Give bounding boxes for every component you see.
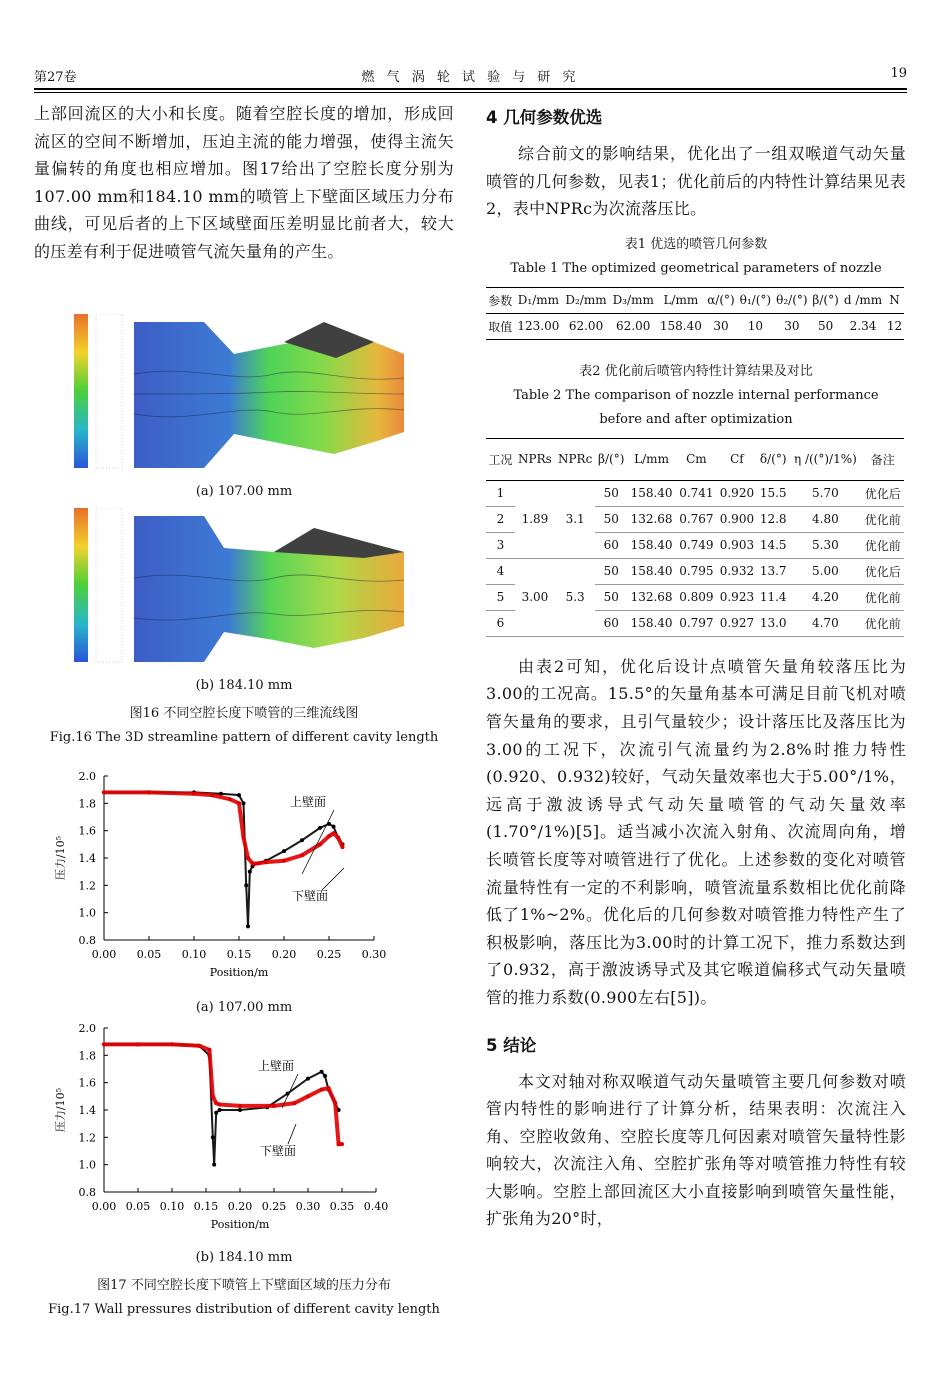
table1-value-cell: 2.34 xyxy=(841,313,885,339)
y-tick-label: 1.8 xyxy=(78,797,96,811)
fig16-subcaption-b: (b) 184.10 mm xyxy=(195,678,293,693)
data-point xyxy=(320,1088,324,1092)
table2-cell: 158.40 xyxy=(627,480,676,506)
data-point xyxy=(238,1104,242,1108)
table2-header-cell: δ/(°) xyxy=(757,438,789,480)
table1-header-cell: D₁/mm xyxy=(514,287,562,313)
table2-caption-cn: 表2 优化前后喷管内特性计算结果及对比 xyxy=(579,363,813,379)
table-1 xyxy=(486,287,904,340)
table1-header-row xyxy=(486,287,904,313)
header-rule xyxy=(34,88,907,90)
data-point xyxy=(102,1042,106,1046)
y-tick-label: 0.8 xyxy=(78,1186,96,1199)
y-tick-label: 2.0 xyxy=(78,770,96,783)
table2-cell: 1 xyxy=(486,480,515,506)
table2-cell: 11.4 xyxy=(757,584,789,610)
y-axis-label: 压力/10⁵ xyxy=(54,1087,67,1133)
data-point xyxy=(306,1077,310,1081)
fig16-image-a xyxy=(74,314,414,474)
table1-value-cell: 50 xyxy=(810,313,841,339)
table1-header-cell: 参数 xyxy=(486,287,514,313)
table2-cell: 158.40 xyxy=(627,558,676,584)
data-point xyxy=(246,856,250,860)
x-tick-label: 0.30 xyxy=(361,948,387,961)
table2-cell: 0.903 xyxy=(717,532,758,558)
section-4-title: 4 几何参数优选 xyxy=(486,108,603,127)
x-tick-label: 0.05 xyxy=(125,1200,151,1213)
table2-cell: 1.89 xyxy=(515,480,555,558)
data-point xyxy=(218,1103,222,1107)
data-point xyxy=(332,831,336,835)
table2-cell: 0.809 xyxy=(676,584,717,610)
x-tick-label: 0.15 xyxy=(226,948,252,961)
table2-cell: 0.920 xyxy=(717,480,758,506)
table2-header-cell: Cm xyxy=(676,438,717,480)
annotation-leader xyxy=(288,1124,296,1144)
table2-cell: 13.7 xyxy=(757,558,789,584)
table1-header-cell: D₃/mm xyxy=(610,287,657,313)
table2-header-cell: β/(°) xyxy=(595,438,627,480)
table2-cell: 60 xyxy=(595,610,627,636)
y-tick-label: 1.8 xyxy=(78,1049,96,1063)
fig16-subcaption-a: (a) 107.00 mm xyxy=(195,484,293,499)
table2-cell: 优化后 xyxy=(862,480,904,506)
left-paragraph: 上部回流区的大小和长度。随着空腔长度的增加，形成回流区的空间不断增加，压迫主流的能力增强，使得主流矢量偏转的角度也相应增加。图17给出了空腔长度分别为107.00 mm和184.10 mm的喷管上下壁面区域压力分布曲线，可见后者的上下区域壁面压差明显比前者大，较大的压差有利于促进喷管气流矢量角的产生。 xyxy=(34,104,454,261)
data-point xyxy=(214,1101,218,1105)
table2-cell: 6 xyxy=(486,610,515,636)
data-point xyxy=(327,834,331,838)
page-number: 19 xyxy=(890,66,907,81)
table2-cell: 4.70 xyxy=(789,610,861,636)
table2-cell: 4.20 xyxy=(789,584,861,610)
data-point xyxy=(306,1094,310,1098)
table2-cell: 5.00 xyxy=(789,558,861,584)
left-column xyxy=(34,100,454,266)
fig17-caption-en: Fig.17 Wall pressures distribution of different cavity length xyxy=(48,1302,440,1317)
table2-cell: 0.741 xyxy=(676,480,717,506)
table1-value-cell: 30 xyxy=(705,313,737,339)
table2-cell: 0.797 xyxy=(676,610,717,636)
y-tick-label: 1.6 xyxy=(78,824,96,838)
table1-header-cell: θ₁/(°) xyxy=(737,287,774,313)
table2-cell: 优化后 xyxy=(862,558,904,584)
table1-caption-en: Table 1 The optimized geometrical parameters of nozzle xyxy=(510,260,882,276)
table2-header-cell: 工况 xyxy=(486,438,515,480)
table2-cell: 13.0 xyxy=(757,610,789,636)
data-point xyxy=(300,853,304,857)
x-tick-label: 0.05 xyxy=(136,948,162,961)
data-point xyxy=(318,826,322,830)
data-point xyxy=(251,861,255,865)
y-tick-label: 1.0 xyxy=(78,1158,96,1172)
data-point xyxy=(300,838,304,842)
table2-header-cell: NPRs xyxy=(515,438,555,480)
data-point xyxy=(207,1048,211,1052)
table1-header-cell: d /mm xyxy=(841,287,885,313)
table1-caption-cn: 表1 优选的喷管几何参数 xyxy=(624,236,768,252)
table2-cell: 50 xyxy=(595,558,627,584)
table2-cell: 0.795 xyxy=(676,558,717,584)
table2-cell: 优化前 xyxy=(862,506,904,532)
x-tick-label: 0.35 xyxy=(329,1200,355,1213)
table1-header-cell: L/mm xyxy=(657,287,705,313)
table1-value-cell: 62.00 xyxy=(562,313,609,339)
table2-cell: 5.3 xyxy=(555,558,596,636)
table2-header-cell: NPRc xyxy=(555,438,596,480)
x-axis-label: Position/m xyxy=(209,966,269,979)
data-point xyxy=(210,793,214,797)
table2-cell: 3.1 xyxy=(555,480,596,558)
annotation-label: 下壁面 xyxy=(292,889,329,903)
table2-cell: 0.932 xyxy=(717,558,758,584)
running-header xyxy=(34,62,907,84)
section-4-paragraph: 综合前文的影响结果，优化出了一组双喉道气动矢量喷管的几何参数，见表1；优化前后的内特性计算结果见表2，表中NPRc为次流落压比。 xyxy=(486,144,906,219)
data-point xyxy=(211,1094,215,1098)
data-point xyxy=(326,1086,330,1090)
table2-cell: 50 xyxy=(595,584,627,610)
table2-cell: 158.40 xyxy=(627,610,676,636)
table2-header-cell: 备注 xyxy=(862,438,904,480)
series-line xyxy=(104,792,343,926)
table1-value-cell: 158.40 xyxy=(657,313,705,339)
data-point xyxy=(212,1163,216,1167)
annotation-label: 下壁面 xyxy=(260,1144,297,1158)
table2-cell: 2 xyxy=(486,506,515,532)
data-point xyxy=(237,801,241,805)
data-point xyxy=(264,860,268,864)
journal-name: 燃 气 涡 轮 试 验 与 研 究 xyxy=(361,70,580,85)
table2-cell: 0.927 xyxy=(717,610,758,636)
table1-header-cell: D₂/mm xyxy=(562,287,609,313)
right-paragraph-1: 由表2可知，优化后设计点喷管矢量角较落压比为3.00的工况高。15.5°的矢量角基本可满足目前飞机对喷管矢量角的要求，且引气量较少；设计落压比及落压比为3.00的工况下，次流引气流量约为2.8%时推力特性(0.920、0.932)较好，气动矢量效率也大于5.00°/1%，远高于激波诱导式气动矢量喷管的气动矢量效率(1.70°/1%)[5]。适当减小次流入射角、次流周向角，增长喷管长度等对喷管进行了优化。上述参数的变化对喷管流量特性有一定的不利影响，喷管流量系数相比优化前降低了1%~2%。优化后的几何参数对喷管推力特性产生了积极影响，落压比为3.00时的计算工况下，推力系数达到了0.932，高于激波诱导式及其它喉道偏移式气动矢量喷管的推力系数(0.900左右[5])。 xyxy=(486,656,906,1007)
table2-cell: 优化前 xyxy=(862,584,904,610)
y-axis-label: 压力/10⁵ xyxy=(54,835,67,881)
annotation-label: 上壁面 xyxy=(258,1059,295,1073)
data-point xyxy=(255,861,259,865)
table2-cell: 60 xyxy=(595,532,627,558)
x-tick-label: 0.40 xyxy=(363,1200,389,1213)
section-5-paragraph: 本文对轴对称双喉道气动矢量喷管主要几何参数对喷管内特性的影响进行了计算分析，结果表明：次流注入角、空腔收敛角、空腔长度等几何因素对喷管矢量特性影响较大，次流注入角、空腔扩张角等对喷管推力特性有较大影响。空腔上部回流区大小直接影响到喷管矢量性能，扩张角为20°时， xyxy=(486,1071,906,1229)
data-point xyxy=(272,1104,276,1108)
table2-cell: 50 xyxy=(595,480,627,506)
table2-cell: 12.8 xyxy=(757,506,789,532)
table1-header-cell: α/(°) xyxy=(705,287,737,313)
fig16-caption-cn: 图16 不同空腔长度下喷管的三维流线图 xyxy=(129,706,359,721)
data-point xyxy=(333,1101,337,1105)
annotation-leader xyxy=(322,868,344,890)
table2-cell: 4.80 xyxy=(789,506,861,532)
table2-cell: 0.749 xyxy=(676,532,717,558)
y-tick-label: 1.0 xyxy=(78,906,96,920)
data-point xyxy=(211,1135,215,1139)
data-point xyxy=(282,849,286,853)
x-tick-label: 0.10 xyxy=(159,1200,185,1213)
data-point xyxy=(228,797,232,801)
y-tick-label: 2.0 xyxy=(78,1022,96,1035)
table2-cell: 15.5 xyxy=(757,480,789,506)
right-column xyxy=(486,100,906,1233)
table2-cell: 0.923 xyxy=(717,584,758,610)
annotation-label: 上壁面 xyxy=(290,795,327,809)
data-point xyxy=(238,1108,242,1112)
data-point xyxy=(218,1108,222,1112)
volume-label: 第27卷 xyxy=(34,70,77,85)
table1-value-cell: 12 xyxy=(885,313,904,339)
data-point xyxy=(248,870,252,874)
data-point xyxy=(197,1044,201,1048)
data-point xyxy=(242,801,246,805)
table1-value-cell: 30 xyxy=(774,313,811,339)
table2-cell: 3 xyxy=(486,532,515,558)
y-tick-label: 1.2 xyxy=(78,1131,96,1145)
table1-value-cell: 10 xyxy=(737,313,774,339)
y-tick-label: 1.2 xyxy=(78,879,96,893)
table2-cell: 14.5 xyxy=(757,532,789,558)
fig17-subcaption-a: (a) 107.00 mm xyxy=(195,1000,293,1015)
header-rule-thin xyxy=(34,92,907,93)
x-tick-label: 0.20 xyxy=(227,1200,253,1213)
table-2 xyxy=(486,438,904,637)
table2-cell: 0.900 xyxy=(717,506,758,532)
data-point xyxy=(336,836,340,840)
x-tick-label: 0.00 xyxy=(91,1200,117,1213)
data-point xyxy=(192,792,196,796)
fig17-chart-b xyxy=(34,1018,454,1246)
data-point xyxy=(136,1042,140,1046)
table2-cell: 4 xyxy=(486,558,515,584)
x-tick-label: 0.30 xyxy=(295,1200,321,1213)
table2-cell: 5.70 xyxy=(789,480,861,506)
table2-cell: 3.00 xyxy=(515,558,555,636)
section-5-title: 5 结论 xyxy=(486,1035,537,1055)
table2-cell: 50 xyxy=(595,506,627,532)
table2-caption-en: Table 2 The comparison of nozzle internal performance before and after optimization xyxy=(513,387,879,427)
x-tick-label: 0.10 xyxy=(181,948,207,961)
table2-row xyxy=(486,480,904,506)
annotation-leader xyxy=(302,810,334,874)
table1-value-row xyxy=(486,313,904,339)
table2-cell: 132.68 xyxy=(627,506,676,532)
y-tick-label: 1.4 xyxy=(78,852,96,865)
data-point xyxy=(341,845,345,849)
table1-value-cell: 取值 xyxy=(486,313,514,339)
data-point xyxy=(323,1074,327,1078)
y-tick-label: 0.8 xyxy=(78,934,96,947)
fig17-subcaption-b: (b) 184.10 mm xyxy=(195,1250,293,1265)
table2-header-cell: η /((°)/1%) xyxy=(789,438,861,480)
x-tick-label: 0.25 xyxy=(261,1200,287,1213)
data-point xyxy=(340,1142,344,1146)
data-point xyxy=(170,1042,174,1046)
fig16-image-b xyxy=(74,508,414,668)
fig17-caption-cn: 图17 不同空腔长度下喷管上下壁面区域的压力分布 xyxy=(97,1278,391,1293)
table2-cell: 优化前 xyxy=(862,610,904,636)
table2-cell: 5.30 xyxy=(789,532,861,558)
data-point xyxy=(292,1101,296,1105)
data-point xyxy=(332,825,336,829)
data-point xyxy=(242,836,246,840)
series-line xyxy=(104,1044,342,1144)
data-point xyxy=(237,793,241,797)
x-axis-label: Position/m xyxy=(210,1218,270,1231)
data-point xyxy=(147,790,151,794)
x-tick-label: 0.20 xyxy=(271,948,297,961)
table2-cell: 5 xyxy=(486,584,515,610)
table1-header-cell: β/(°) xyxy=(810,287,841,313)
table2-cell: 0.767 xyxy=(676,506,717,532)
y-tick-label: 1.4 xyxy=(78,1104,96,1117)
table1-value-cell: 62.00 xyxy=(610,313,657,339)
table1-value-cell: 123.00 xyxy=(514,313,562,339)
data-point xyxy=(318,842,322,846)
table2-cell: 158.40 xyxy=(627,532,676,558)
data-point xyxy=(246,924,250,928)
table2-cell: 132.68 xyxy=(627,584,676,610)
table2-row xyxy=(486,558,904,584)
data-point xyxy=(214,1111,218,1115)
x-tick-label: 0.00 xyxy=(91,948,117,961)
data-point xyxy=(282,859,286,863)
data-point xyxy=(320,1070,324,1074)
x-tick-label: 0.25 xyxy=(316,948,342,961)
table2-header-cell: Cf xyxy=(717,438,758,480)
data-point xyxy=(244,883,248,887)
table1-header-cell: N xyxy=(885,287,904,313)
table1-header-cell: θ₂/(°) xyxy=(774,287,811,313)
y-tick-label: 1.6 xyxy=(78,1076,96,1090)
table2-header-row xyxy=(486,438,904,480)
fig16-caption-en: Fig.16 The 3D streamline pattern of different cavity length xyxy=(49,730,439,745)
data-point xyxy=(102,790,106,794)
fig17-chart-a xyxy=(34,764,454,994)
table2-header-cell: L/mm xyxy=(627,438,676,480)
table2-cell: 优化前 xyxy=(862,532,904,558)
x-tick-label: 0.15 xyxy=(193,1200,219,1213)
